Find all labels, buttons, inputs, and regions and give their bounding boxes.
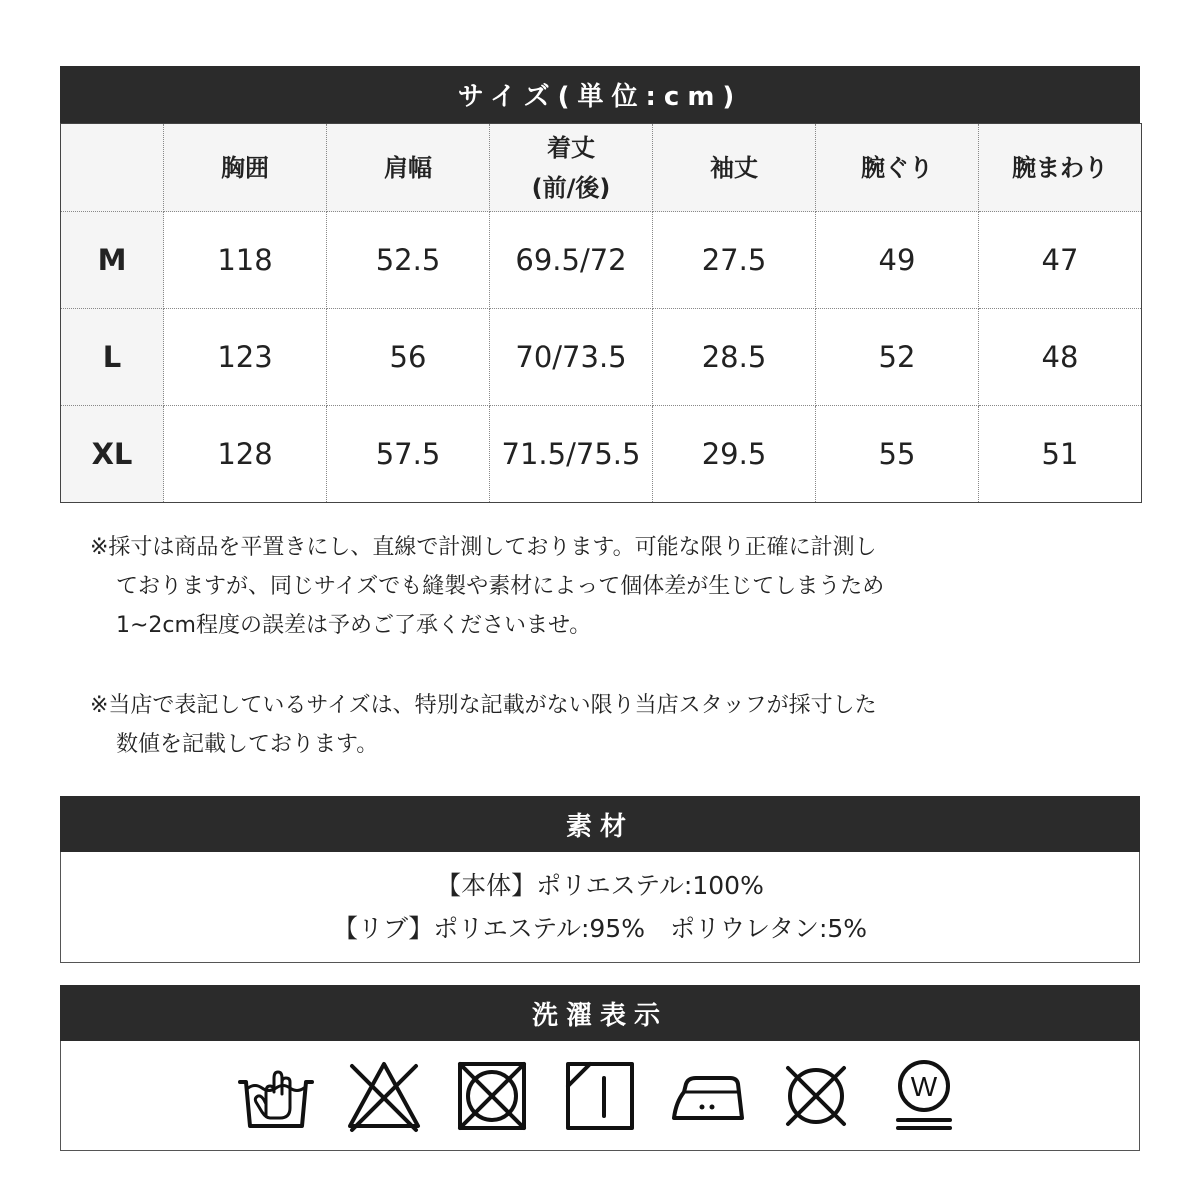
table-row (61, 309, 1142, 406)
table-cell: 47 (979, 212, 1142, 309)
wet-clean-gentle-icon (884, 1056, 964, 1136)
column-header-armhole: 腕ぐり (816, 124, 979, 212)
note-line: ておりますが、同じサイズでも縫製や素材によって個体差が生じてしまうため (116, 574, 885, 599)
table-cell: 70/73.5 (490, 309, 653, 406)
table-cell: 56 (327, 309, 490, 406)
size-section-title: サイズ(単位:cm) (60, 66, 1140, 123)
size-table-header-row (61, 124, 1142, 212)
table-row (61, 406, 1142, 503)
no-tumble-dry-icon (452, 1056, 532, 1136)
size-label: L (61, 309, 164, 406)
table-cell: 123 (164, 309, 327, 406)
table-cell: 52 (816, 309, 979, 406)
column-header-length-label: 着丈 (547, 133, 595, 162)
column-header-arm-circumference: 腕まわり (979, 124, 1142, 212)
note-line: ※採寸は商品を平置きにし、直線で計測しております。可能な限り正確に計測し (90, 535, 877, 560)
table-cell: 69.5/72 (490, 212, 653, 309)
iron-low-icon (668, 1056, 748, 1136)
line-dry-shade-icon (560, 1056, 640, 1136)
column-header-length-sub: (前/後) (531, 173, 611, 202)
table-cell: 118 (164, 212, 327, 309)
table-cell: 49 (816, 212, 979, 309)
wet-clean-letter: W (910, 1070, 938, 1102)
material-section-title: 素材 (60, 796, 1140, 852)
table-row (61, 212, 1142, 309)
table-cell: 29.5 (653, 406, 816, 503)
table-cell: 71.5/75.5 (490, 406, 653, 503)
table-cell: 27.5 (653, 212, 816, 309)
column-header-sleeve: 袖丈 (653, 124, 816, 212)
material-box (60, 852, 1140, 963)
material-line-rib: 【リブ】ポリエステル:95% ポリウレタン:5% (332, 914, 868, 943)
note-line: 1~2cm程度の誤差は予めご了承くださいませ。 (116, 613, 592, 638)
table-cell: 28.5 (653, 309, 816, 406)
care-labels (60, 1041, 1140, 1151)
note-line: 数値を記載しております。 (116, 732, 379, 757)
material-line-body: 【本体】ポリエステル:100% (436, 871, 764, 900)
table-cell: 51 (979, 406, 1142, 503)
size-table-corner (61, 124, 164, 212)
size-label: M (61, 212, 164, 309)
table-cell: 48 (979, 309, 1142, 406)
care-section-title: 洗濯表示 (60, 985, 1140, 1041)
size-notation-note (90, 686, 1010, 764)
column-header-shoulder: 肩幅 (327, 124, 490, 212)
measurement-note (90, 528, 1010, 645)
table-cell: 57.5 (327, 406, 490, 503)
table-cell: 52.5 (327, 212, 490, 309)
column-header-length (490, 124, 653, 212)
hand-wash-icon (236, 1056, 316, 1136)
size-label: XL (61, 406, 164, 503)
note-line: ※当店で表記しているサイズは、特別な記載がない限り当店スタッフが採寸した (90, 693, 877, 718)
table-cell: 128 (164, 406, 327, 503)
table-cell: 55 (816, 406, 979, 503)
no-dry-clean-icon (776, 1056, 856, 1136)
size-table (60, 123, 1142, 503)
column-header-chest: 胸囲 (164, 124, 327, 212)
no-bleach-icon (344, 1056, 424, 1136)
